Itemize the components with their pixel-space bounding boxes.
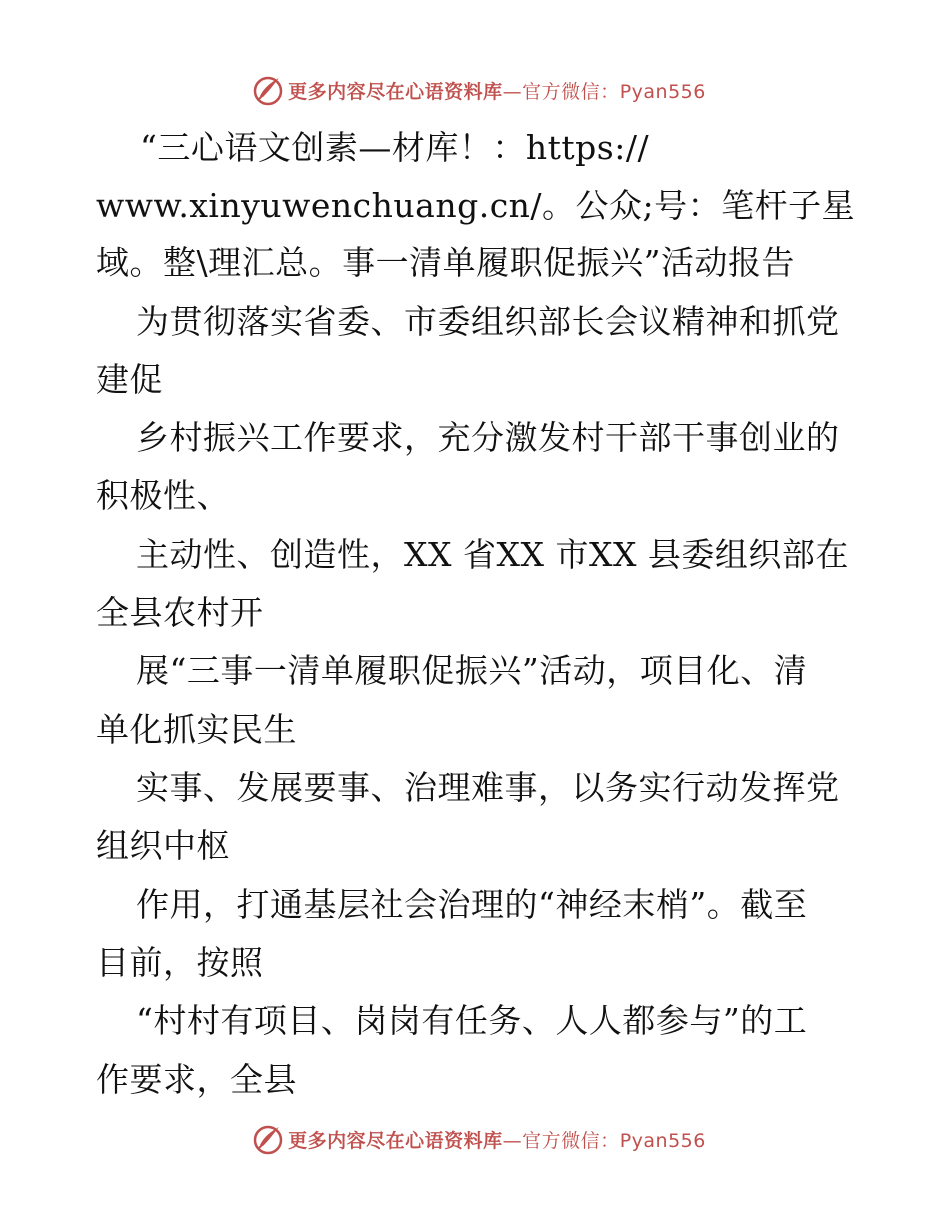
text-line: 展“三事一清单履职促振兴”活动，项目化、清 bbox=[136, 651, 808, 690]
text-line: www.xinyuwenchuang.cn/。公众;号：笔杆子星 bbox=[96, 186, 856, 225]
header-banner bbox=[0, 70, 950, 110]
text-line: 主动性、创造性，XX 省XX 市XX 县委组织部在 bbox=[136, 535, 849, 574]
text-line: 为贯彻落实省委、市委组织部长会议精神和抓党 bbox=[136, 302, 840, 341]
text-line: 单化抓实民生 bbox=[96, 710, 297, 749]
banner-wechat-handle: Pyan556 bbox=[619, 1129, 706, 1152]
banner-content bbox=[252, 1123, 706, 1155]
banner-site-name: 更多内容尽在心语资料库 bbox=[288, 80, 503, 103]
text-line: 目前，按照 bbox=[96, 943, 264, 982]
footer-banner bbox=[0, 1119, 950, 1159]
text-line: “三心语文创素—材库！：https:// bbox=[140, 128, 650, 167]
text-line: 建促 bbox=[96, 360, 163, 399]
text-line: 作用，打通基层社会治理的“神经末梢”。截至 bbox=[136, 885, 808, 924]
text-line: “村村有项目、岗岗有任务、人人都参与”的工 bbox=[136, 1001, 808, 1040]
banner-wechat-handle: Pyan556 bbox=[619, 80, 706, 103]
text-line: 域。整\理汇总。事一清单履职促振兴”活动报告 bbox=[96, 243, 795, 282]
banner-content bbox=[252, 74, 706, 106]
banner-wechat-label: 官方微信： bbox=[522, 1129, 620, 1152]
text-line: 积极性、 bbox=[96, 476, 230, 515]
banner-dash: — bbox=[502, 1129, 523, 1152]
banner-text bbox=[288, 77, 706, 104]
quill-logo-icon bbox=[252, 1123, 284, 1155]
text-line: 全县农村开 bbox=[96, 593, 264, 632]
banner-site-name: 更多内容尽在心语资料库 bbox=[288, 1129, 503, 1152]
text-line: 组织中枢 bbox=[96, 826, 230, 865]
banner-wechat-label: 官方微信： bbox=[522, 80, 620, 103]
banner-text bbox=[288, 1126, 706, 1153]
quill-logo-icon bbox=[252, 74, 284, 106]
text-line: 作要求，全县 bbox=[96, 1060, 297, 1099]
text-line: 乡村振兴工作要求，充分激发村干部干事创业的 bbox=[136, 418, 840, 457]
banner-dash: — bbox=[502, 80, 523, 103]
text-line: 实事、发展要事、治理难事，以务实行动发挥党 bbox=[136, 768, 840, 807]
